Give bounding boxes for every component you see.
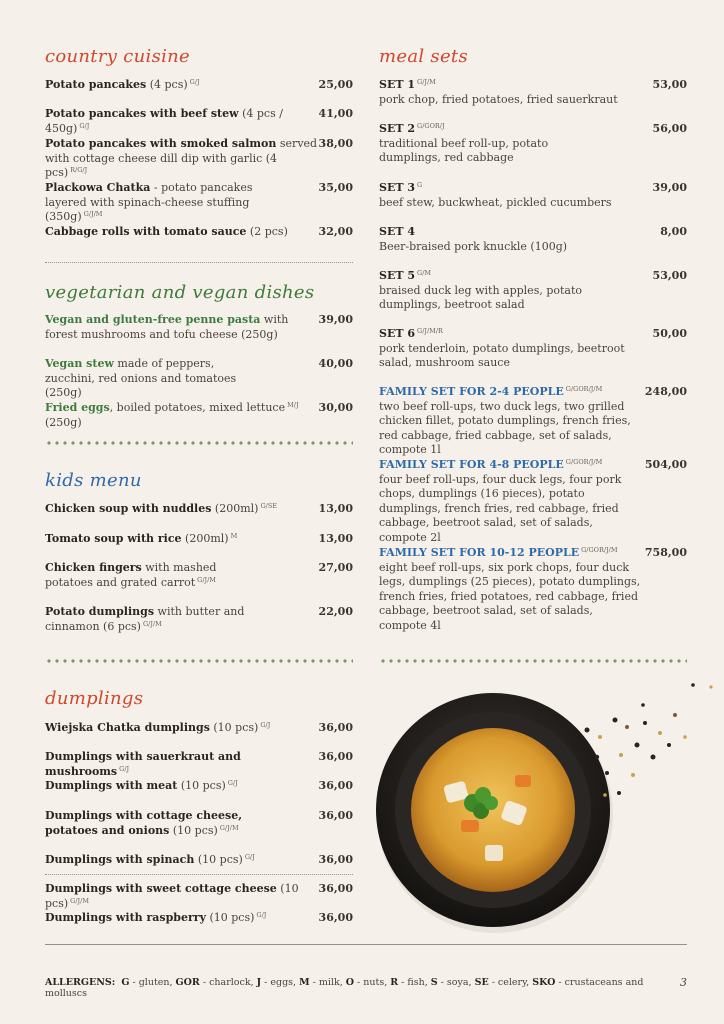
- section-title-country-cuisine: country cuisine: [45, 46, 191, 67]
- divider: [45, 874, 353, 875]
- set-allergens: G: [417, 181, 423, 189]
- decorative-divider: [45, 657, 353, 665]
- menu-item: [45, 779, 353, 794]
- soup-bowl-illustration: [375, 675, 724, 945]
- allergen-code: S: [430, 977, 438, 988]
- item-price: 35,00: [318, 181, 353, 194]
- item-desc: (10 pcs): [205, 911, 255, 924]
- set-price: 248,00: [644, 385, 687, 398]
- menu-item: [45, 532, 353, 547]
- item-name: Vegan and gluten-free penne pasta: [45, 313, 261, 326]
- item-name: Dumplings with sauerkraut and mushrooms: [45, 750, 241, 778]
- set-desc: four beef roll-ups, four duck legs, four pork chops, dumplings (16 pieces), potato dumplings, french fries, red cabbage, fried cabbage, beetroot salad, set of salads, compote 2l: [379, 472, 622, 544]
- footer-divider: [45, 944, 687, 945]
- set-price: 39,00: [652, 181, 687, 194]
- item-desc: (10 pcs): [177, 779, 226, 792]
- set-name: SET 1: [379, 78, 415, 91]
- allergen-desc: - charlock,: [199, 977, 257, 988]
- menu-item: [45, 401, 353, 430]
- set-desc: pork chop, fried potatoes, fried sauerkraut: [379, 92, 618, 106]
- item-allergens: G/J: [119, 764, 130, 773]
- allergen-code: M: [299, 977, 310, 988]
- allergen-code: R: [390, 977, 399, 988]
- item-name: Tomato soup with rice: [45, 532, 182, 545]
- menu-item: [45, 502, 353, 517]
- item-price: 36,00: [318, 750, 353, 763]
- item-name: Wiejska Chatka dumplings: [45, 721, 210, 734]
- item-name: Dumplings with spinach: [45, 853, 195, 866]
- item-price: 36,00: [318, 882, 353, 895]
- item-price: 41,00: [318, 107, 353, 120]
- set-allergens: G/M: [417, 269, 432, 277]
- item-desc: (200ml): [211, 502, 259, 515]
- item-allergens: G/J/M: [197, 575, 216, 584]
- set-name: FAMILY SET FOR 4-8 PEOPLE: [379, 458, 564, 471]
- item-price: 36,00: [318, 721, 353, 734]
- item-price: 13,00: [318, 502, 353, 515]
- set-name: SET 2: [379, 122, 415, 135]
- meal-set: [379, 458, 687, 545]
- menu-item: [45, 882, 353, 911]
- item-name: Cabbage rolls with tomato sauce: [45, 225, 247, 238]
- meal-set: [379, 269, 687, 313]
- meal-set: [379, 385, 687, 458]
- item-allergens: R/G/J: [70, 166, 88, 174]
- set-name: SET 3: [379, 181, 415, 194]
- item-name: Dumplings with cottage cheese, potatoes and onions: [45, 809, 243, 837]
- item-desc: served with cottage cheese dill dip with garlic (4 pcs): [45, 137, 318, 179]
- menu-item: [45, 357, 353, 401]
- set-desc: braised duck leg with apples, potato dumplings, beetroot salad: [379, 283, 583, 311]
- item-price: 36,00: [318, 809, 353, 822]
- set-desc: pork tenderloin, potato dumplings, beetroot salad, mushroom sauce: [379, 341, 625, 369]
- section-title-dumplings: dumplings: [45, 688, 144, 709]
- menu-item: [45, 809, 353, 838]
- set-allergens: G/J/M: [417, 78, 436, 86]
- item-name: Potato pancakes with smoked salmon: [45, 137, 277, 150]
- item-desc-weight: (250g): [45, 415, 82, 429]
- soup-bowl-image: [375, 675, 724, 945]
- allergen-desc: - eggs,: [261, 977, 300, 988]
- item-name: Dumplings with meat: [45, 779, 178, 792]
- section-title-kids: kids menu: [45, 470, 142, 491]
- item-price: 30,00: [318, 401, 353, 414]
- allergen-desc: - crustaceans and molluscs: [45, 977, 644, 999]
- set-name: SET 5: [379, 269, 415, 282]
- meal-set: [379, 122, 687, 166]
- menu-item: [45, 853, 353, 868]
- decorative-divider: [379, 657, 687, 665]
- set-desc: two beef roll-ups, two duck legs, two grilled chicken fillet, potato dumplings, french fries, red cabbage, fried cabbage, set of salads, compote 1l: [379, 399, 631, 456]
- allergen-desc: - milk,: [309, 977, 346, 988]
- item-allergens: G/J/M: [70, 896, 89, 905]
- set-allergens: G/GOR/J: [417, 122, 445, 130]
- menu-item: [45, 225, 353, 240]
- item-allergens: G/J/M: [142, 619, 162, 628]
- item-allergens: G/J: [244, 853, 255, 861]
- item-price: 36,00: [318, 911, 353, 924]
- allergen-desc: - soya,: [437, 977, 475, 988]
- item-desc: , boiled potatoes, mixed lettuce: [109, 401, 286, 414]
- menu-item: [45, 181, 353, 225]
- item-allergens: G/J/M: [219, 823, 239, 832]
- item-price: 32,00: [318, 225, 353, 238]
- menu-item: [45, 561, 353, 590]
- set-allergens: G/GOR/J/M: [581, 546, 618, 554]
- item-desc: (10 pcs): [169, 823, 218, 837]
- set-price: 53,00: [652, 78, 687, 91]
- item-allergens: G/J: [79, 121, 90, 130]
- set-price: 50,00: [652, 327, 687, 340]
- item-name: Chicken soup with nuddles: [45, 502, 212, 515]
- item-allergens: M: [230, 532, 238, 540]
- meal-set: [379, 546, 687, 633]
- item-desc: (10 pcs): [209, 721, 259, 734]
- set-name: SET 6: [379, 327, 415, 340]
- set-price: 8,00: [660, 225, 687, 238]
- set-price: 56,00: [652, 122, 687, 135]
- menu-item: [45, 78, 353, 93]
- divider: [45, 262, 353, 263]
- item-price: 27,00: [318, 561, 353, 574]
- item-price: 39,00: [318, 313, 353, 326]
- set-desc: Beer-braised pork knuckle (100g): [379, 239, 568, 253]
- item-allergens: M/J: [287, 401, 299, 409]
- item-price: 36,00: [318, 853, 353, 866]
- menu-item: [45, 107, 353, 136]
- item-price: 38,00: [318, 137, 353, 150]
- item-name: Fried eggs: [45, 401, 110, 414]
- allergen-code: GOR: [175, 977, 200, 988]
- set-name: SET 4: [379, 225, 415, 238]
- item-price: 13,00: [318, 532, 353, 545]
- item-allergens: G/SE: [260, 502, 278, 510]
- allergen-desc: - nuts,: [354, 977, 391, 988]
- item-name: Vegan stew: [45, 357, 114, 370]
- set-price: 758,00: [644, 546, 687, 559]
- item-desc: (2 pcs): [246, 225, 288, 238]
- set-price: 504,00: [644, 458, 687, 471]
- item-desc: made of peppers, zucchini, red onions and tomatoes (250g): [45, 357, 237, 399]
- allergen-code: SE: [474, 977, 489, 988]
- meal-set: [379, 78, 687, 107]
- item-desc: (10 pcs): [45, 882, 299, 910]
- menu-item: [45, 605, 353, 634]
- item-price: 22,00: [318, 605, 353, 618]
- item-price: 25,00: [318, 78, 353, 91]
- meal-set: [379, 327, 687, 371]
- set-allergens: G/GOR/J/M: [565, 385, 603, 393]
- set-desc: traditional beef roll-up, potato dumplings, red cabbage: [379, 136, 549, 164]
- set-name: FAMILY SET FOR 2-4 PEOPLE: [379, 385, 564, 398]
- item-name: Potato pancakes with beef stew: [45, 107, 239, 120]
- set-price: 53,00: [652, 269, 687, 282]
- menu-item: [45, 721, 353, 736]
- allergens-label: ALLERGENS:: [45, 977, 116, 988]
- set-name: FAMILY SET FOR 10-12 PEOPLE: [379, 546, 580, 559]
- item-desc: (4 pcs / 450g): [45, 107, 283, 135]
- item-desc: - potato pancakes layered with spinach-cheese stuffing (350g): [45, 181, 253, 223]
- item-desc: (200ml): [181, 532, 229, 545]
- allergen-desc: - celery,: [488, 977, 533, 988]
- menu-item: [45, 750, 353, 779]
- allergen-code: G: [121, 977, 130, 988]
- item-name: Plackowa Chatka: [45, 181, 151, 194]
- allergen-code: O: [345, 977, 355, 988]
- allergen-desc: - fish,: [398, 977, 431, 988]
- item-name: Potato pancakes: [45, 78, 147, 91]
- menu-item: [45, 313, 353, 342]
- item-allergens: G/J: [256, 911, 267, 919]
- allergens-legend: [45, 977, 687, 999]
- item-allergens: G/J: [227, 779, 238, 787]
- item-desc: with mashed potatoes and grated carrot: [45, 561, 217, 589]
- set-allergens: G/J/M/R: [417, 327, 443, 335]
- item-allergens: G/J: [189, 78, 200, 86]
- section-title-meal-sets: meal sets: [379, 46, 468, 67]
- set-desc: beef stew, buckwheat, pickled cucumbers: [379, 195, 612, 209]
- item-price: 36,00: [318, 779, 353, 792]
- item-name: Dumplings with sweet cottage cheese: [45, 882, 277, 895]
- item-price: 40,00: [318, 357, 353, 370]
- item-desc: with forest mushrooms and tofu cheese (250g): [45, 313, 289, 341]
- decorative-divider: [45, 439, 353, 447]
- item-name: Chicken fingers: [45, 561, 142, 574]
- item-allergens: G/J/M: [83, 210, 103, 218]
- set-desc: eight beef roll-ups, six pork chops, four duck legs, dumplings (25 pieces), potato dumplings, french fries, fried potatoes, red cabbage, fried cabbage, beetroot salad, set of salads, compote 4l: [379, 560, 641, 632]
- section-title-vegetarian: vegetarian and vegan dishes: [45, 282, 315, 303]
- set-allergens: G/GOR/J/M: [565, 458, 603, 466]
- item-allergens: G/J: [260, 721, 271, 729]
- menu-item: [45, 137, 353, 181]
- meal-set: [379, 181, 687, 210]
- item-desc: with butter and cinnamon (6 pcs): [45, 605, 245, 633]
- meal-set: [379, 225, 687, 254]
- menu-item: [45, 911, 353, 926]
- item-desc: (10 pcs): [194, 853, 243, 866]
- item-desc: (4 pcs): [146, 78, 188, 91]
- allergen-desc: - gluten,: [129, 977, 176, 988]
- allergen-code: SKO: [532, 977, 556, 988]
- item-name: Potato dumplings: [45, 605, 155, 618]
- page-number: 3: [680, 976, 687, 989]
- allergen-code: J: [256, 977, 262, 988]
- item-name: Dumplings with raspberry: [45, 911, 206, 924]
